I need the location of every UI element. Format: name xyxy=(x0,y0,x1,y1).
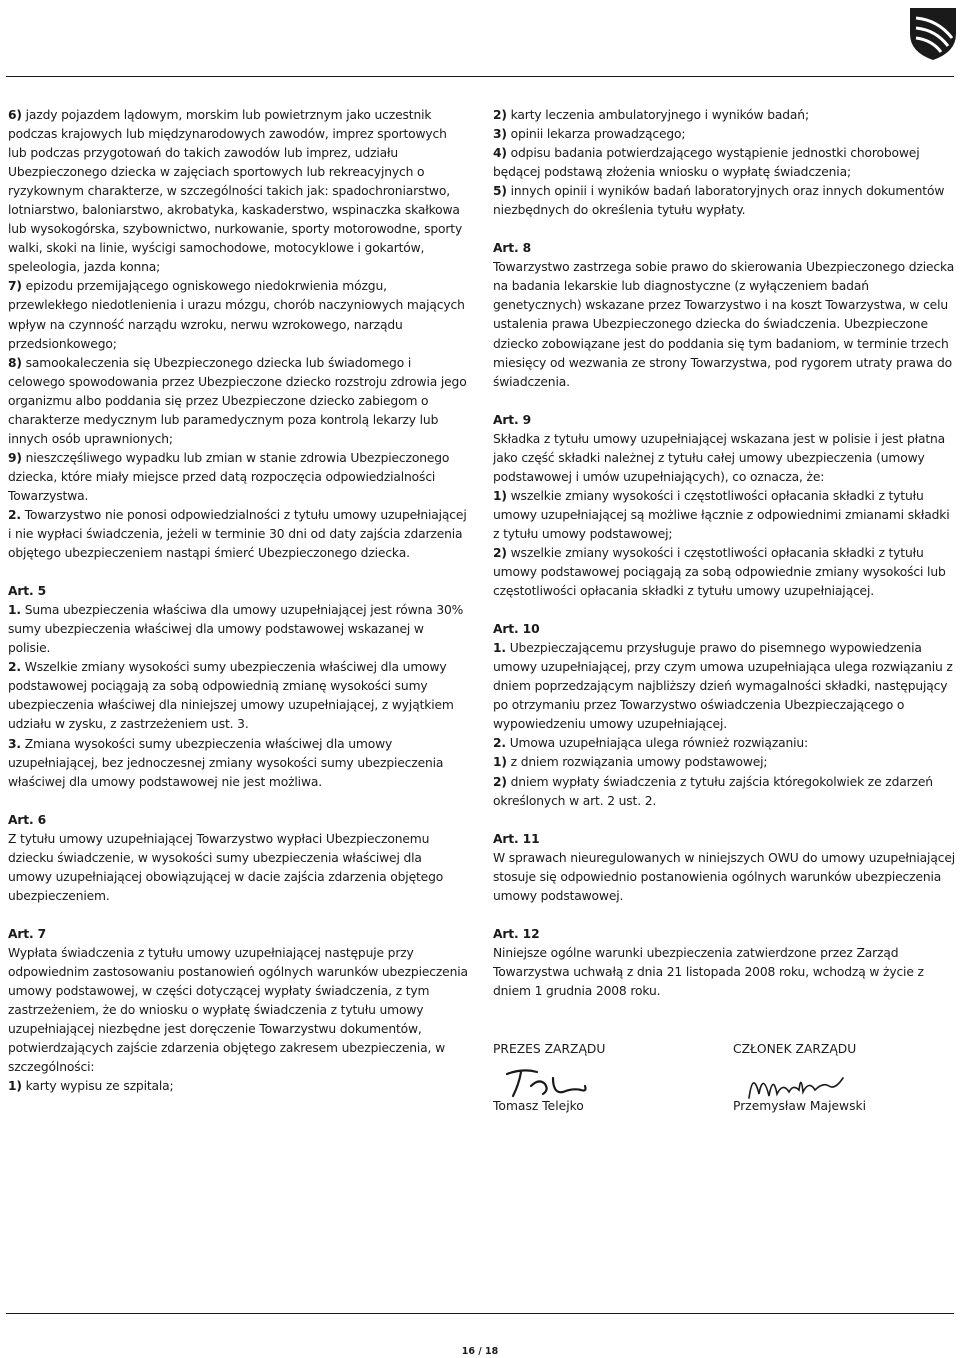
company-logo xyxy=(908,4,958,62)
item-text: samookaleczenia się Ubezpieczonego dziecka lub świadomego i celowego spowodowania przez Ubezpieczone dziecko rozstroju zdrowia jego organizmu albo poddania się przez Ubezpieczone dziecko zabiegom o charakterze medycznym lub paramedycznym poza kontrolą lekarzy lub innych osób uprawnionych; xyxy=(8,355,467,446)
article-heading xyxy=(8,925,468,944)
item-text: odpisu badania potwierdzającego wystąpienie jednostki chorobowej będącej podstawą złożenia wniosku o wypłatę świadczenia; xyxy=(493,146,920,180)
item-text: Niniejsze ogólne warunki ubezpieczenia zatwierdzone przez Zarząd Towarzystwa uchwałą z dnia 21 listopada 2008 roku, wchodzą w życie z dniem 1 grudnia 2008 roku. xyxy=(493,945,924,998)
item-text: Umowa uzupełniająca ulega również rozwiązaniu: xyxy=(505,736,809,751)
signature-member xyxy=(733,1040,866,1116)
article-heading xyxy=(8,811,468,830)
president-name: Tomasz Telejko xyxy=(493,1099,584,1113)
paragraph xyxy=(493,544,959,601)
item-number: 7) xyxy=(8,279,22,294)
item-number: 5) xyxy=(493,184,507,199)
item-text: Suma ubezpieczenia właściwa dla umowy uzupełniającej jest równa 30% sumy ubezpieczenia właściwej dla umowy podstawowej wskazanej w polisie. xyxy=(8,603,464,656)
paragraph xyxy=(8,1077,468,1096)
item-text: Wypłata świadczenia z tytułu umowy uzupełniającej następuje przy odpowiednim zastosowaniu postanowień ogólnych warunków ubezpieczenia umowy podstawowej, w części dotyczącej wypłaty świadczenia, z tym zastrzeżeniem, że do wniosku o wypłatę świadczenia z tytułu umowy uzupełniającej niezbędne jest doręczenie Towarzystwu dokumentów, potwierdzających zajście zdarzenia objętego zakresem ubezpieczenia, w szczególności: xyxy=(8,945,468,1075)
paragraph xyxy=(8,601,468,658)
item-number: 1) xyxy=(493,488,507,503)
paragraph xyxy=(493,487,959,544)
paragraph xyxy=(493,182,959,220)
item-number: 1) xyxy=(493,755,507,770)
item-number: 1. xyxy=(493,641,506,656)
article-heading-label: Art. 11 xyxy=(493,831,540,846)
item-number: 6) xyxy=(8,108,22,122)
item-number: 2. xyxy=(8,507,21,522)
paragraph xyxy=(493,430,959,487)
item-text: Zmiana wysokości sumy ubezpieczenia właściwej dla umowy uzupełniającej, bez jednoczesnej zmiany wysokości sumy ubezpieczenia właściwej dla umowy podstawowej nie jest możliwa. xyxy=(8,736,444,789)
left-column xyxy=(8,106,468,1096)
item-text: nieszczęśliwego wypadku lub zmian w stanie zdrowia Ubezpieczonego dziecka, które miały miejsce przed datą rozpoczęcia odpowiedzialności Towarzystwa. xyxy=(8,450,450,503)
article-heading xyxy=(8,582,468,601)
paragraph xyxy=(8,449,468,506)
article-heading-label: Art. 6 xyxy=(8,812,47,827)
paragraph xyxy=(493,773,959,811)
right-column xyxy=(493,106,959,1001)
item-text: innych opinii i wyników badań laboratoryjnych oraz innych dokumentów niezbędnych do określenia tytułu wypłaty. xyxy=(493,184,945,218)
item-number: 4) xyxy=(493,146,507,161)
item-number: 2. xyxy=(8,660,21,675)
item-text: W sprawach nieuregulowanych w niniejszych OWU do umowy uzupełniającej stosuje się odpowiednio postanowienia ogólnych warunków ubezpieczenia umowy podstawowej. xyxy=(493,850,956,903)
paragraph xyxy=(8,354,468,449)
article-heading-label: Art. 10 xyxy=(493,622,540,637)
article-heading-label: Art. 9 xyxy=(493,412,532,427)
signature-president xyxy=(493,1040,605,1116)
member-signature-mark xyxy=(743,1064,853,1104)
item-text: z dniem rozwiązania umowy podstawowej; xyxy=(506,755,768,770)
paragraph xyxy=(493,125,959,144)
item-text: epizodu przemijającego ogniskowego niedokrwienia mózgu, przewlekłego niedotlenienia i urazu mózgu, chorób naczyniowych mających wpływ na czynność narządu wzroku, nerwu wzrokowego, narządu przedsionkowego; xyxy=(8,279,465,351)
item-text: Wszelkie zmiany wysokości sumy ubezpieczenia właściwej dla umowy podstawowej pociągają za sobą odpowiednią zmianę wysokości sumy ubezpieczenia właściwej dla niniejszej umowy uzupełniającej, z wyjątkiem udziału w zysku, z zastrzeżeniem ust. 3. xyxy=(8,660,454,732)
page-number: 16 / 18 xyxy=(461,1346,499,1357)
paragraph xyxy=(493,753,959,772)
paragraph xyxy=(493,849,959,906)
paragraph xyxy=(493,144,959,182)
bottom-rule xyxy=(6,1313,954,1314)
member-name: Przemysław Majewski xyxy=(733,1099,867,1113)
item-text: Składka z tytułu umowy uzupełniającej wskazana jest w polisie i jest płatna jako część składki należnej z tytułu całej umowy ubezpieczenia (umowy podstawowej i umów uzupełniających), co oznacza, że: xyxy=(493,431,946,484)
article-heading-label: Art. 5 xyxy=(8,584,47,599)
top-rule xyxy=(6,76,954,77)
item-number: 9) xyxy=(8,450,22,465)
paragraph xyxy=(493,639,959,734)
item-text: wszelkie zmiany wysokości i częstotliwości opłacania składki z tytułu umowy podstawowej pociągają za sobą odpowiednie zmiany wysokości lub częstotliwości opłacania składki z tytułu umowy uzupełniającej. xyxy=(493,545,946,599)
article-heading xyxy=(493,620,959,639)
item-text: Towarzystwo zastrzega sobie prawo do skierowania Ubezpieczonego dziecka na badania lekarskie lub diagnostyczne (z wyłączeniem badań genetycznych) wskazane przez Towarzystwo i na koszt Towarzystwa, w celu ustalenia prawa Ubezpieczonego dziecka do świadczenia. Ubezpieczone dziecko zobowiązane jest do poddania się tym badaniom, w terminie trzech miesięcy od wezwania ze strony Towarzystwa, pod rygorem utraty prawa do świadczenia. xyxy=(493,260,955,389)
article-heading-label: Art. 12 xyxy=(493,926,540,941)
item-text: dniem wypłaty świadczenia z tytułu zajścia któregokolwiek ze zdarzeń określonych w art. 2 ust. 2. xyxy=(493,774,933,808)
paragraph xyxy=(8,830,468,906)
paragraph xyxy=(493,734,959,753)
article-heading xyxy=(493,925,959,944)
item-number: 2) xyxy=(493,545,507,560)
paragraph xyxy=(8,944,468,1077)
article-heading xyxy=(493,239,959,258)
item-number: 3. xyxy=(8,736,21,751)
paragraph xyxy=(8,277,468,353)
item-text: Z tytułu umowy uzupełniającej Towarzystwo wypłaci Ubezpieczonemu dziecku świadczenie, w wysokości sumy ubezpieczenia właściwej dla umowy uzupełniającej obowiązującej w dacie zajścia zdarzenia objętego ubezpieczeniem. xyxy=(8,831,444,903)
item-text: Ubezpieczającemu przysługuje prawo do pisemnego wypowiedzenia umowy uzupełniającej, przy czym umowa uzupełniająca ulega rozwiązaniu z dniem poprzedzającym najbliższy dzień wymagalności składki, następujący po otrzymaniu przez Towarzystwo oświadczenia Ubezpieczającego o wypowiedzeniu umowy uzupełniającej. xyxy=(493,641,953,732)
paragraph xyxy=(8,735,468,792)
item-number: 2) xyxy=(493,108,507,122)
item-text: jazdy pojazdem lądowym, morskim lub powietrznym jako uczestnik podczas krajowych lub międzynarodowych zawodów, imprez sportowych lub podczas przygotowań do takich zawodów lub imprez, udziału Ubezpieczonego dziecka w zajęciach sportowych lub rekreacyjnych o ryzykownym charakterze, w szczególności takich jak: spadochroniarstwo, lotniarstwo, baloniarstwo, akrobatyka, kaskaderstwo, wspinaczka skałkowa lub wysokogórska, szybownictwo, nurkowanie, sporty motorowodne, sporty walki, skoki na linie, wyścigi samochodowe, motocyklowe i gokartów, speleologia, jazda konna; xyxy=(8,108,463,275)
paragraph xyxy=(493,944,959,1001)
item-text: karty leczenia ambulatoryjnego i wyników badań; xyxy=(506,108,809,122)
paragraph xyxy=(8,506,468,563)
article-heading-label: Art. 7 xyxy=(8,926,47,941)
item-number: 8) xyxy=(8,355,22,370)
item-number: 1) xyxy=(8,1079,22,1094)
item-number: 2. xyxy=(493,736,506,751)
item-number: 2) xyxy=(493,774,507,789)
article-heading xyxy=(493,411,959,430)
paragraph xyxy=(493,106,959,125)
paragraph xyxy=(8,106,468,277)
article-heading xyxy=(493,830,959,849)
president-role: PREZES ZARZĄDU xyxy=(493,1042,606,1056)
item-text: wszelkie zmiany wysokości i częstotliwości opłacania składki z tytułu umowy uzupełniającej są możliwe łącznie z odpowiednimi zmianami składki z tytułu umowy podstawowej; xyxy=(493,488,950,541)
item-number: 3) xyxy=(493,127,507,142)
paragraph xyxy=(493,258,959,391)
item-text: opinii lekarza prowadzącego; xyxy=(506,127,686,142)
paragraph xyxy=(8,658,468,734)
president-signature-mark xyxy=(503,1064,593,1100)
item-text: Towarzystwo nie ponosi odpowiedzialności z tytułu umowy uzupełniającej i nie wypłaci świadczenia, jeżeli w terminie 30 dni od daty zajścia zdarzenia objętego ubezpieczeniem nastąpi śmierć Ubezpieczonego dziecka. xyxy=(8,507,467,561)
article-heading-label: Art. 8 xyxy=(493,241,532,256)
member-role: CZŁONEK ZARZĄDU xyxy=(733,1042,857,1056)
item-text: karty wypisu ze szpitala; xyxy=(21,1079,174,1094)
item-number: 1. xyxy=(8,603,21,618)
